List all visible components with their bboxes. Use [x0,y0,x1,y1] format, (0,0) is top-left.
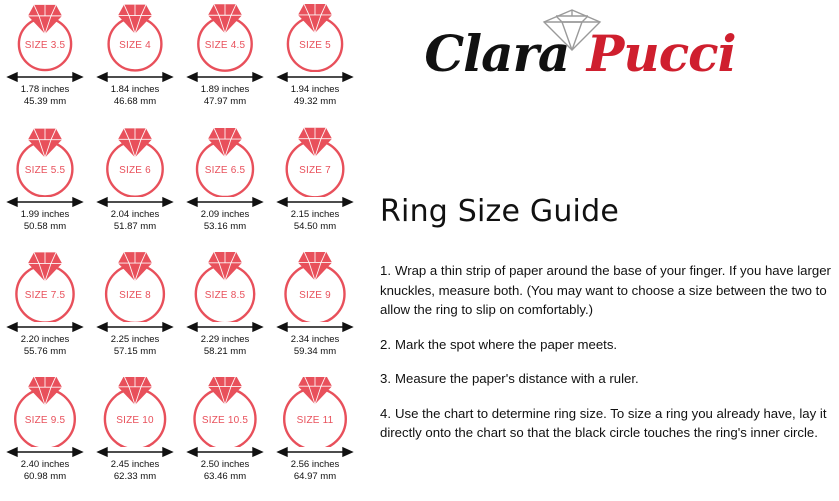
ring-mm: 54.50 mm [293,220,337,232]
ring-mm: 63.46 mm [203,470,247,482]
ring-measurements [180,209,270,232]
ring-illustration [90,375,180,447]
ring-inches: 2.09 inches [200,209,250,220]
step-number: 1. [380,263,391,279]
ring-illustration [270,375,360,447]
ring-measurements [90,209,180,232]
instruction-step [380,335,835,355]
ring-measurements [0,84,90,107]
step-text: Wrap a thin strip of paper around the base of your finger. If you have larger knuckles, measure both. (You may want to choose a size between the two to allow the ring to slip on comfortably.) [380,263,831,318]
step-number: 4. [380,405,391,421]
ring-size-label: SIZE 6 [119,165,151,176]
ring-inches: 2.15 inches [290,209,340,220]
measure-arrow [0,195,90,207]
ring-icon [180,127,270,197]
brand-name [380,24,780,83]
ring-size-cell [270,125,360,250]
ring-size-cell [270,375,360,500]
ring-icon [90,252,180,322]
ring-illustration [270,0,360,72]
ring-inches: 2.56 inches [290,459,340,470]
measure-arrow [270,320,360,332]
ring-size-label: SIZE 5 [299,40,331,51]
page-title: Ring Size Guide [380,194,619,229]
ring-measurements [270,84,360,107]
ring-illustration [90,125,180,197]
ring-mm: 49.32 mm [293,95,337,107]
ring-icon [0,2,90,72]
ring-size-label: SIZE 7 [299,165,331,176]
ring-measurements [270,209,360,232]
ring-inches: 1.94 inches [290,84,340,95]
ring-size-cell [0,250,90,375]
step-text: Use the chart to determine ring size. To size a ring you already have, lay it directly onto the chart so that the black circle touches the ring's inner circle. [380,405,827,441]
ring-size-cell [180,125,270,250]
ring-icon [0,127,90,197]
measure-arrow [270,70,360,82]
measure-arrow [270,195,360,207]
ring-inches: 2.50 inches [200,459,250,470]
ring-measurements [270,334,360,357]
ring-size-cell [0,0,90,125]
measure-arrow [270,445,360,457]
ring-size-label: SIZE 11 [296,415,334,426]
ring-size-cell [270,250,360,375]
ring-mm: 45.39 mm [23,95,67,107]
ring-measurements [90,334,180,357]
step-number: 2. [380,336,391,352]
ring-icon [270,127,360,197]
ring-measurements [180,84,270,107]
ring-size-label: SIZE 10 [116,415,154,426]
ring-icon [90,2,180,72]
ring-illustration [0,125,90,197]
ring-measurements [180,334,270,357]
ring-size-label: SIZE 9.5 [24,415,66,426]
measure-arrow [180,70,270,82]
measure-arrow [90,70,180,82]
ring-inches: 2.40 inches [20,459,70,470]
ring-illustration [270,125,360,197]
ring-illustration [270,250,360,322]
ring-size-label: SIZE 4 [119,40,151,51]
guide-panel [372,0,839,501]
ring-illustration [90,0,180,72]
ring-mm: 59.34 mm [293,345,337,357]
ring-measurements [0,334,90,357]
measure-arrow [180,320,270,332]
ring-mm: 51.87 mm [113,220,157,232]
ring-illustration [180,250,270,322]
ring-icon [0,252,90,322]
ring-mm: 64.97 mm [293,470,337,482]
ring-inches: 1.84 inches [110,84,160,95]
instruction-step [380,369,835,389]
measure-arrow [0,320,90,332]
brand-logo [380,6,780,102]
ring-illustration [180,0,270,72]
step-text: Measure the paper's distance with a ruler. [395,371,639,387]
ring-measurements [180,459,270,482]
ring-size-label: SIZE 5.5 [24,165,66,176]
ring-size-cell [0,125,90,250]
ring-illustration [180,125,270,197]
ring-size-label: SIZE 6.5 [204,165,246,176]
ring-mm: 62.33 mm [113,470,157,482]
ring-illustration [0,375,90,447]
ring-icon [90,127,180,197]
instruction-step [380,261,835,320]
ring-size-chart [0,0,360,501]
measure-arrow [180,445,270,457]
ring-icon [180,2,270,72]
measure-arrow [90,445,180,457]
ring-measurements [90,459,180,482]
ring-size-cell [180,375,270,500]
ring-size-label: SIZE 10.5 [201,415,249,426]
ring-inches: 1.89 inches [200,84,250,95]
ring-icon [270,2,360,72]
ring-size-cell [270,0,360,125]
ring-inches: 2.45 inches [110,459,160,470]
instruction-step [380,404,835,443]
ring-size-cell [90,250,180,375]
ring-inches: 2.34 inches [290,334,340,345]
step-text: Mark the spot where the paper meets. [395,336,618,352]
ring-illustration [0,250,90,322]
step-number: 3. [380,371,391,387]
ring-inches: 1.78 inches [20,84,70,95]
ring-mm: 50.58 mm [23,220,67,232]
ring-icon [90,377,180,447]
ring-size-cell [0,375,90,500]
ring-size-label: SIZE 7.5 [24,290,66,301]
measure-arrow [0,445,90,457]
ring-measurements [0,459,90,482]
ring-inches: 2.29 inches [200,334,250,345]
ring-mm: 57.15 mm [113,345,157,357]
ring-icon [180,377,270,447]
ring-mm: 60.98 mm [23,470,67,482]
ring-size-cell [90,0,180,125]
instructions-list [380,248,835,443]
ring-size-cell [90,125,180,250]
ring-inches: 2.04 inches [110,209,160,220]
brand-name-first: Clara [424,24,570,83]
ring-size-cell [180,250,270,375]
ring-size-label: SIZE 8.5 [204,290,246,301]
ring-mm: 53.16 mm [203,220,247,232]
ring-mm: 47.97 mm [203,95,247,107]
measure-arrow [180,195,270,207]
ring-measurements [270,459,360,482]
ring-illustration [180,375,270,447]
ring-mm: 58.21 mm [203,345,247,357]
brand-name-second: Pucci [586,24,736,83]
ring-size-cell [180,0,270,125]
ring-icon [180,252,270,322]
ring-size-label: SIZE 3.5 [24,40,66,51]
ring-inches: 1.99 inches [20,209,70,220]
ring-mm: 55.76 mm [23,345,67,357]
measure-arrow [90,195,180,207]
ring-illustration [90,250,180,322]
ring-illustration [0,0,90,72]
ring-icon [0,377,90,447]
ring-icon [270,252,360,322]
measure-arrow [90,320,180,332]
ring-size-label: SIZE 4.5 [204,40,246,51]
ring-size-label: SIZE 8 [119,290,151,301]
measure-arrow [0,70,90,82]
ring-measurements [0,209,90,232]
ring-size-label: SIZE 9 [299,290,331,301]
ring-inches: 2.20 inches [20,334,70,345]
ring-size-cell [90,375,180,500]
ring-inches: 2.25 inches [110,334,160,345]
ring-icon [270,377,360,447]
ring-measurements [90,84,180,107]
ring-mm: 46.68 mm [113,95,157,107]
